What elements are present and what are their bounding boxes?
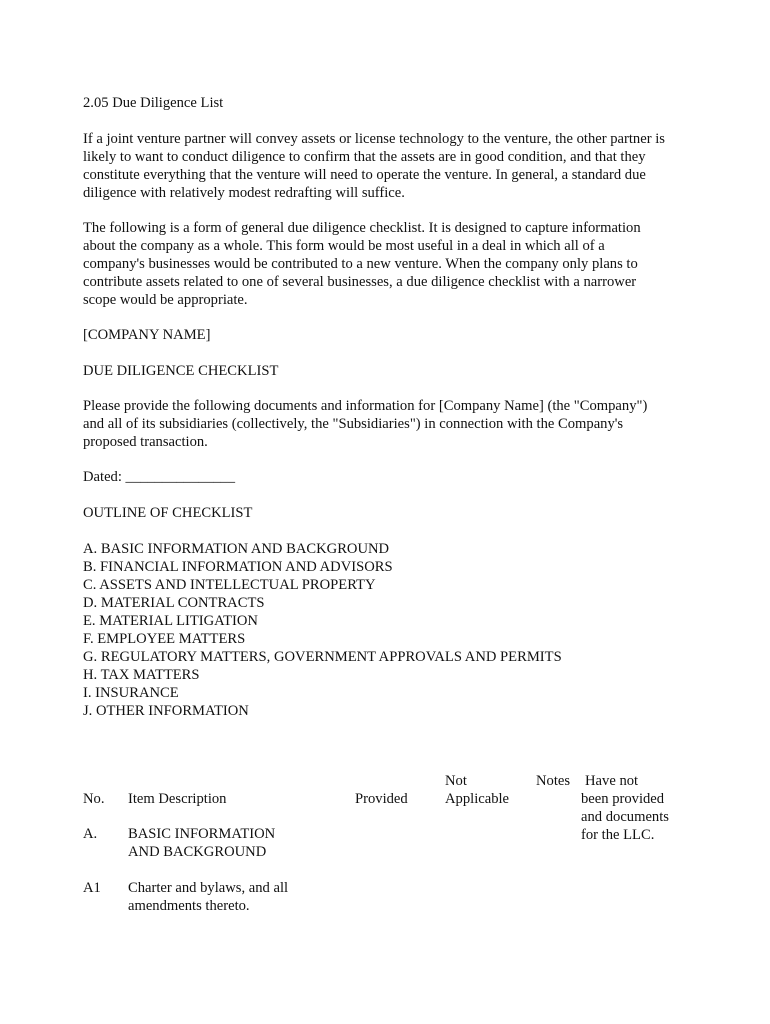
header-not-applicable <box>445 772 509 808</box>
text-line: diligence with relatively modest redrafting will suffice. <box>83 185 405 201</box>
header-text: and documents <box>581 809 669 825</box>
row-number: A1 <box>83 880 101 896</box>
header-have-not-provided <box>581 772 669 844</box>
header-item-description: Item Description <box>128 791 227 807</box>
header-notes: Notes <box>536 773 571 789</box>
text-line: company's businesses would be contributed to a new venture. When the company only plans to <box>83 256 638 272</box>
dated-field: Dated: _______________ <box>83 469 236 485</box>
header-no: No. <box>83 791 105 807</box>
outline-item: F. EMPLOYEE MATTERS <box>83 631 246 647</box>
text-line: The following is a form of general due diligence checklist. It is designed to capture information <box>83 220 641 236</box>
outline-item: J. OTHER INFORMATION <box>83 703 249 719</box>
text-line: If a joint venture partner will convey assets or license technology to the venture, the other partner is <box>83 131 665 147</box>
outline-list <box>83 540 562 720</box>
text-line: scope would be appropriate. <box>83 292 248 308</box>
description-line: AND BACKGROUND <box>128 844 267 860</box>
description-line: amendments thereto. <box>128 898 250 914</box>
row-description <box>128 825 275 861</box>
text-line: likely to want to conduct diligence to confirm that the assets are in good condition, and that they <box>83 149 646 165</box>
row-number: A. <box>83 826 98 842</box>
outline-item: I. INSURANCE <box>83 685 179 701</box>
text-line: Please provide the following documents and information for [Company Name] (the "Company") <box>83 398 648 414</box>
header-provided: Provided <box>355 791 408 807</box>
text-line: contribute assets related to one of several businesses, a due diligence checklist with a narrower <box>83 274 637 290</box>
outline-item: G. REGULATORY MATTERS, GOVERNMENT APPROVALS AND PERMITS <box>83 649 562 665</box>
outline-item: C. ASSETS AND INTELLECTUAL PROPERTY <box>83 577 376 593</box>
intro-paragraph <box>83 130 665 202</box>
row-description <box>128 879 288 915</box>
text-line: constitute everything that the venture will need to operate the venture. In general, a standard due <box>83 167 646 183</box>
outline-item: E. MATERIAL LITIGATION <box>83 613 258 629</box>
text-line: about the company as a whole. This form would be most useful in a deal in which all of a <box>83 238 605 254</box>
company-name-placeholder: [COMPANY NAME] <box>83 327 211 343</box>
text-line: and all of its subsidiaries (collectively, the "Subsidiaries") in connection with the Company's <box>83 416 624 432</box>
header-text: Have not <box>585 773 639 789</box>
text-line: proposed transaction. <box>83 434 208 450</box>
outline-item: H. TAX MATTERS <box>83 667 200 683</box>
header-text: Applicable <box>445 791 510 807</box>
header-text: Not <box>445 773 467 789</box>
description-line: BASIC INFORMATION <box>128 826 276 842</box>
checklist-title: DUE DILIGENCE CHECKLIST <box>83 363 279 379</box>
form-description-paragraph <box>83 219 641 309</box>
request-paragraph <box>83 397 647 451</box>
description-line: Charter and bylaws, and all <box>128 880 289 896</box>
outline-title: OUTLINE OF CHECKLIST <box>83 505 253 521</box>
header-text: for the LLC. <box>581 827 655 843</box>
outline-item: A. BASIC INFORMATION AND BACKGROUND <box>83 541 390 557</box>
outline-item: D. MATERIAL CONTRACTS <box>83 595 265 611</box>
page-heading: 2.05 Due Diligence List <box>83 95 224 111</box>
outline-item: B. FINANCIAL INFORMATION AND ADVISORS <box>83 559 393 575</box>
header-text: been provided <box>581 791 665 807</box>
